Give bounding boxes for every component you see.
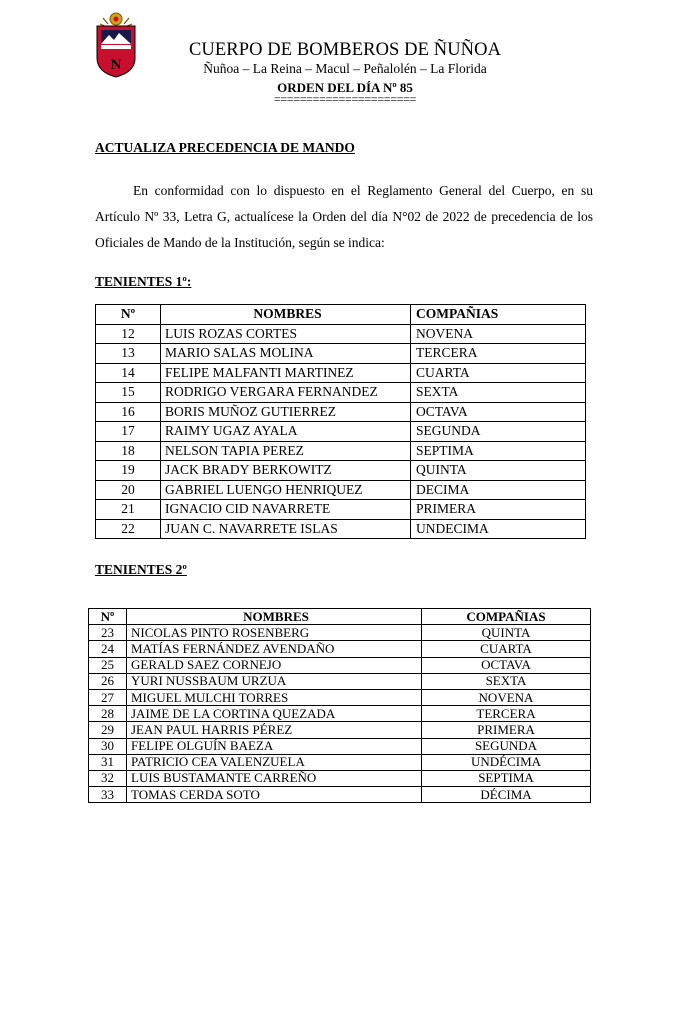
officer-number: 25 bbox=[89, 657, 127, 673]
officer-number: 22 bbox=[96, 519, 161, 539]
officer-company: TERCERA bbox=[422, 706, 591, 722]
officer-company: SEPTIMA bbox=[422, 770, 591, 786]
communes-line: Ñuñoa – La Reina – Macul – Peñalolén – La Florida bbox=[203, 61, 487, 76]
officer-company: SEGUNDA bbox=[422, 738, 591, 754]
officer-company: OCTAVA bbox=[422, 657, 591, 673]
crest-letter: N bbox=[110, 57, 122, 73]
officer-company: PRIMERA bbox=[422, 722, 591, 738]
officer-company: SEXTA bbox=[411, 383, 586, 403]
tenientes2-table-body bbox=[89, 625, 591, 803]
table-header-row bbox=[89, 609, 591, 625]
table-row bbox=[96, 441, 586, 461]
officer-number: 12 bbox=[96, 324, 161, 344]
officer-name: MIGUEL MULCHI TORRES bbox=[127, 689, 422, 705]
officer-number: 32 bbox=[89, 770, 127, 786]
column-header-number: Nº bbox=[96, 305, 161, 325]
intro-paragraph: En conformidad con lo dispuesto en el Reglamento General del Cuerpo, en su Artículo Nº 33, Letra G, actualícese la Orden del día N°02 de 2022 de precedencia de los Oficiales de Mando de la Institución, según se indica: bbox=[95, 183, 593, 250]
column-header-names: NOMBRES bbox=[161, 305, 411, 325]
officer-name: FELIPE MALFANTI MARTINEZ bbox=[161, 363, 411, 383]
table-row bbox=[89, 738, 591, 754]
table-row bbox=[89, 754, 591, 770]
officer-name: JEAN PAUL HARRIS PÉREZ bbox=[127, 722, 422, 738]
officer-number: 15 bbox=[96, 383, 161, 403]
officer-name: RAIMY UGAZ AYALA bbox=[161, 422, 411, 442]
table-row bbox=[89, 641, 591, 657]
officer-company: UNDECIMA bbox=[411, 519, 586, 539]
officer-company: NOVENA bbox=[422, 689, 591, 705]
table-row bbox=[89, 706, 591, 722]
table-row bbox=[89, 722, 591, 738]
officer-company: QUINTA bbox=[422, 625, 591, 641]
officer-number: 30 bbox=[89, 738, 127, 754]
table-row bbox=[89, 770, 591, 786]
table-row bbox=[89, 657, 591, 673]
officer-number: 17 bbox=[96, 422, 161, 442]
column-header-companies: COMPAÑIAS bbox=[411, 305, 586, 325]
officer-name: JUAN C. NAVARRETE ISLAS bbox=[161, 519, 411, 539]
officer-name: LUIS BUSTAMANTE CARREÑO bbox=[127, 770, 422, 786]
table-row bbox=[96, 480, 586, 500]
officer-number: 33 bbox=[89, 787, 127, 803]
table-row bbox=[96, 500, 586, 520]
table-row bbox=[96, 383, 586, 403]
table-row bbox=[96, 363, 586, 383]
officer-company: NOVENA bbox=[411, 324, 586, 344]
officer-name: TOMAS CERDA SOTO bbox=[127, 787, 422, 803]
column-header-companies: COMPAÑIAS bbox=[422, 609, 591, 625]
officer-name: PATRICIO CEA VALENZUELA bbox=[127, 754, 422, 770]
officer-number: 19 bbox=[96, 461, 161, 481]
officer-company: DECIMA bbox=[411, 480, 586, 500]
officer-number: 28 bbox=[89, 706, 127, 722]
column-header-names: NOMBRES bbox=[127, 609, 422, 625]
officer-name: MATÍAS FERNÁNDEZ AVENDAÑO bbox=[127, 641, 422, 657]
tenientes2-table bbox=[88, 608, 591, 803]
officer-number: 21 bbox=[96, 500, 161, 520]
officer-name: IGNACIO CID NAVARRETE bbox=[161, 500, 411, 520]
order-number: ORDEN DEL DÍA Nº 85 bbox=[277, 80, 413, 95]
officer-name: FELIPE OLGUÍN BAEZA bbox=[127, 738, 422, 754]
officer-number: 29 bbox=[89, 722, 127, 738]
officer-number: 16 bbox=[96, 402, 161, 422]
column-header-number: Nº bbox=[89, 609, 127, 625]
officer-name: YURI NUSSBAUM URZUA bbox=[127, 673, 422, 689]
officer-name: MARIO SALAS MOLINA bbox=[161, 344, 411, 364]
tenientes2-heading: TENIENTES 2º bbox=[95, 562, 187, 577]
officer-company: DÉCIMA bbox=[422, 787, 591, 803]
officer-name: BORIS MUÑOZ GUTIERREZ bbox=[161, 402, 411, 422]
table-row bbox=[96, 422, 586, 442]
officer-name: RODRIGO VERGARA FERNANDEZ bbox=[161, 383, 411, 403]
header-divider: ====================== bbox=[273, 92, 417, 106]
tenientes1-table bbox=[95, 304, 586, 539]
officer-company: TERCERA bbox=[411, 344, 586, 364]
tenientes1-heading: TENIENTES 1º: bbox=[95, 274, 192, 289]
officer-name: GABRIEL LUENGO HENRIQUEZ bbox=[161, 480, 411, 500]
officer-number: 26 bbox=[89, 673, 127, 689]
officer-company: CUARTA bbox=[411, 363, 586, 383]
organization-title: CUERPO DE BOMBEROS DE ÑUÑOA bbox=[188, 40, 502, 60]
officer-number: 14 bbox=[96, 363, 161, 383]
table-header-row bbox=[96, 305, 586, 325]
officer-number: 13 bbox=[96, 344, 161, 364]
officer-company: QUINTA bbox=[411, 461, 586, 481]
officer-company: SEPTIMA bbox=[411, 441, 586, 461]
table-row bbox=[96, 344, 586, 364]
tenientes1-table-body bbox=[96, 324, 586, 539]
officer-company: SEGUNDA bbox=[411, 422, 586, 442]
officer-name: GERALD SAEZ CORNEJO bbox=[127, 657, 422, 673]
table-row bbox=[89, 625, 591, 641]
table-row bbox=[89, 673, 591, 689]
officer-number: 31 bbox=[89, 754, 127, 770]
officer-name: JAIME DE LA CORTINA QUEZADA bbox=[127, 706, 422, 722]
officer-number: 24 bbox=[89, 641, 127, 657]
officer-number: 18 bbox=[96, 441, 161, 461]
officer-name: LUIS ROZAS CORTES bbox=[161, 324, 411, 344]
table-row bbox=[89, 787, 591, 803]
officer-name: NELSON TAPIA PEREZ bbox=[161, 441, 411, 461]
document-subject: ACTUALIZA PRECEDENCIA DE MANDO bbox=[95, 140, 355, 155]
officer-company: SEXTA bbox=[422, 673, 591, 689]
officer-company: OCTAVA bbox=[411, 402, 586, 422]
table-row bbox=[96, 461, 586, 481]
table-row bbox=[89, 689, 591, 705]
officer-company: PRIMERA bbox=[411, 500, 586, 520]
officer-company: UNDÉCIMA bbox=[422, 754, 591, 770]
officer-name: JACK BRADY BERKOWITZ bbox=[161, 461, 411, 481]
table-row bbox=[96, 324, 586, 344]
officer-number: 27 bbox=[89, 689, 127, 705]
officer-number: 20 bbox=[96, 480, 161, 500]
table-row bbox=[96, 519, 586, 539]
officer-number: 23 bbox=[89, 625, 127, 641]
officer-name: NICOLAS PINTO ROSENBERG bbox=[127, 625, 422, 641]
officer-company: CUARTA bbox=[422, 641, 591, 657]
table-row bbox=[96, 402, 586, 422]
